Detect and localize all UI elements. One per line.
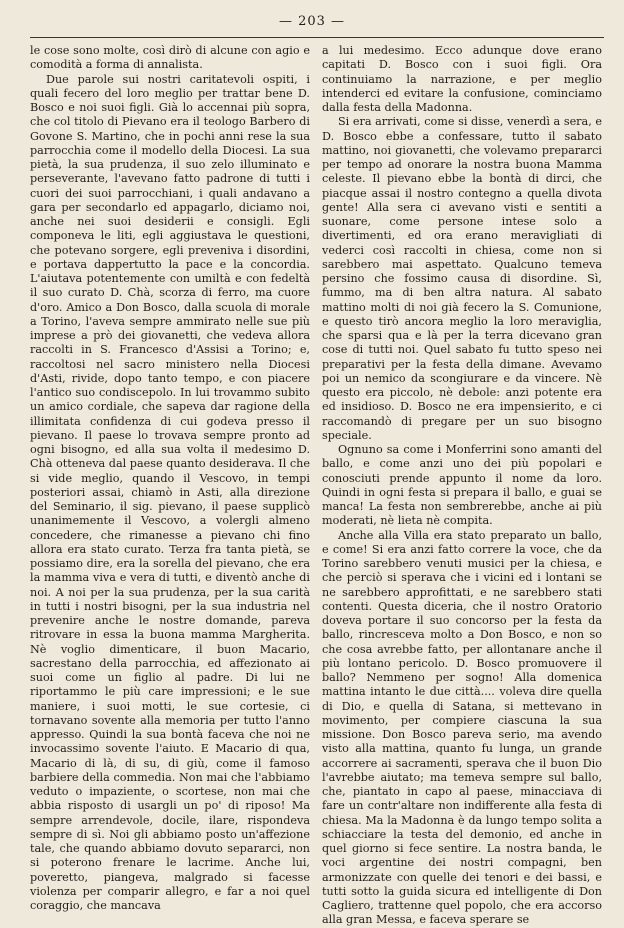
paragraph: Due parole sui nostri caritatevoli ospiti, i quali fecero del loro meglio per trattar bene D. Bosco e noi suoi figli. Già lo accennai più sopra, che col titolo di Pievano era il teologo Barbero di Govone S. Martino, che in pochi anni rese la sua parrocchia come il modello della Diocesi. La sua pietà, la sua prudenza, il suo zelo illuminato e perseverante, l'avevano fatto padrone di tutti i cuori dei suoi parrocchiani, i quali andavano a gara per secondarlo ed appagarlo, diciamo noi, anche nei suoi desiderii e consigli. Egli componeva le liti, egli aggiustava le questioni, che potevano sorgere, egli preveniva i disordini, e portava dappertutto la pace e la concordia. L'aiutava potentemente con umiltà e con fedeltà il suo curato D. Chà, scorza di ferro, ma cuore d'oro. Amico a Don Bosco, dalla scuola di morale a Torino, l'aveva sempre ammirato nelle sue più imprese a prò dei giovanetti, che vedeva allora raccolti in S. Francesco d'Assisi a Torino; e, raccoltosi nel sacro ministero nella Diocesi d'Asti, rivide, dopo tanto tempo, e con piacere l'antico suo condiscepolo. In lui trovammo subito un amico cordiale, che sapeva dar ragione della illimitata confidenza di cui godeva presso il pievano. Il paese lo trovava sempre pronto ad ogni bisogno, ed alla sua volta il medesimo D. Chà otteneva dal paese quanto desiderava. Il che si vide meglio, quando il Vescovo, in tempi posteriori assai, chiamò in Asti, alla direzione del Seminario, il sig. pievano, il paese supplicò unanimemente il Vescovo, a volergli almeno concedere, che rimanesse a pievano chi fino allora era stato curato. Terza fra tanta pietà, se possiamo dire, era la sorella del pievano, che era la mamma viva e vera di tutti, e diventò anche di noi. A noi per la sua prudenza, per la sua carità in tutti i nostri bisogni, per la sua industria nel prevenire anche le nostre domande, pareva ritrovare in essa la buona mamma Margherita. Nè voglio dimenticare, il buon Macario, sacrestano della parrocchia, ed affezionato ai suoi come un figlio al padre. Di lui ne riportammo le più care impressioni; e le sue maniere, i suoi motti, le sue cortesie, ci tornavano sovente alla memoria per tutto l'anno appresso. Quindi la sua bontà faceva che noi ne invocassimo sovente l'aiuto. E Macario di qua, Macario di là, di su, di giù, come il famoso barbiere della commedia. Non mai che l'abbiamo veduto o impaziente, o scortese, non mai che abbia risposto di usargli un po' di riposo! Ma sempre arrendevole, docile, ilare, rispondeva sempre di sì. Noi gli abbiamo posto un'affezione tale, che quando abbiamo dovuto separarci, non si poterono frenare le lacrime. Anche lui, poveretto, piangeva, malgrado si facesse violenza per comparir allegro, e far a noi quel coraggio, che mancava <box>30 72 310 912</box>
paragraph: Ognuno sa come i Monferrini sono amanti del ballo, e come anzi uno dei più popolari e conosciuti prende appunto il nome da loro. Quindi in ogni festa si prepara il ballo, e guai se manca! La festa non sembrerebbe, anche ai più moderati, nè lieta nè compita. <box>322 443 602 528</box>
paragraph: Anche alla Villa era stato preparato un ballo, e come! Si era anzi fatto correre la voce, che da Torino sarebbero venuti musici per la chiesa, e che perciò si sperava che i vicini ed i lontani se ne sarebbero approfittati, e ne sarebbero stati contenti. Questa diceria, che il nostro Oratorio doveva portare il suo concorso per la festa da ballo, rincresceva molto a Don Bosco, e non so che cosa avrebbe fatto, per allontanare anche il più lontano pericolo. D. Bosco promuovere il ballo? Nemmeno per sogno! Alla domenica mattina intanto le due città.... voleva dire quella di Dio, e quella di Satana, si mettevano in movimento, per compiere ciascuna la sua missione. Don Bosco pareva serio, ma avendo visto alla mattina, quanto fu lunga, un grande accorrere ai sacramenti, sperava che il buon Dio l'avrebbe aiutato; ma temeva sempre sul ballo, che, piantato in capo al paese, minacciava di fare un contr'altare non indifferente alla festa di chiesa. Ma la Madonna è da lungo tempo solita a schiacciare la testa del demonio, ed anche in quel giorno si fece sentire. La nostra banda, le voci argentine dei nostri compagni, ben armonizzate con quelle dei tenori e dei bassi, e tutti sotto la guida sicura ed intelligente di Don Cagliero, trattenne quel popolo, che era accorso alla gran Messa, e faceva sperare se <box>322 528 602 927</box>
paragraph: Si era arrivati, come si disse, venerdì a sera, e D. Bosco ebbe a confessare, tutto il sabato mattino, noi giovanetti, che volevamo prepararci per tempo ad onorare la nostra buona Mamma celeste. Il pievano ebbe la bontà di dirci, che piacque assai il nostro contegno a quella divota gente! Alla sera ci avevano visti e sentiti a suonare, come persone intese solo a divertimenti, ed ora erano meravigliati di vederci così raccolti in chiesa, come non si sarebbero mai aspettato. Qualcuno temeva persino che fossimo causa di disordine. Sì, fummo, ma di ben altra natura. Al sabato mattino molti di noi già fecero la S. Comunione, e questo tirò ancora meglio la loro meraviglia, che sparsi qua e là per la terra dicevano gran cose di tutti noi. Quel sabato fu tutto speso nei preparativi per la festa della dimane. Avevamo poi un nemico da scongiurare e da vincere. Nè questo era piccolo, nè debole: anzi potente era ed insidioso. D. Bosco ne era impensierito, e ci raccomandò di pregare per un suo bisogno speciale. <box>322 115 602 442</box>
header-rule <box>30 37 604 38</box>
paragraph: a lui medesimo. Ecco adunque dove erano capitati D. Bosco con i suoi figli. Ora continuiamo la narrazione, e per meglio intenderci ed evitare la confusione, cominciamo dalla festa della Madonna. <box>322 44 602 114</box>
left-column <box>30 44 310 913</box>
right-column <box>322 44 602 928</box>
paragraph: le cose sono molte, così dirò di alcune con agio e comodità a forma di annalista. <box>30 44 310 72</box>
page-number: — 203 — <box>278 14 346 29</box>
